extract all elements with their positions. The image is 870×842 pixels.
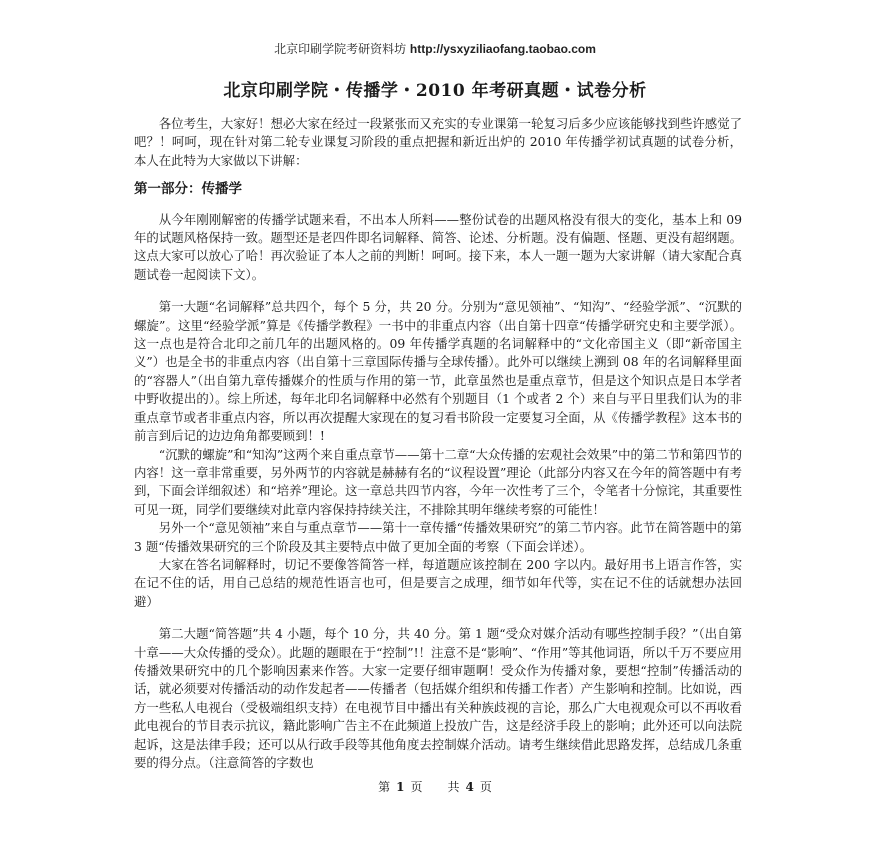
- footer-prefix: 第: [378, 780, 391, 794]
- paragraph-gap: [134, 284, 742, 298]
- footer-total-prefix: 共: [447, 780, 460, 794]
- header-url[interactable]: http://ysxyziliaofang.taobao.com: [409, 42, 596, 56]
- body-paragraph: 第一大题“名词解释”总共四个，每个 5 分，共 20 分。分别为“意见领袖”、“知沟”、“经验学派”、“沉默的螺旋”。这里“经验学派”算是《传播学教程》一书中的非重点内容（出自第十四章“传播学研究史和主要学派）。这一点也是符合北印之前几年的出题风格的。09 年传播学真题的名词解释中的“文化帝国主义（即“新帝国主义”）也是全书的非重点内容（出自第十三章国际传播与全球传播）。此外可以继续上溯到 08 年的名词解释里面的“容器人”（出自第九章传播媒介的性质与作用的第一节，此章虽然也是重点章节，但是这个知识点是日本学者中野收提出的）。综上所述，每年北印名词解释中必然有个别题目（1 个或者 2 个）来自与平日里我们认为的非重点章节或者非重点内容，所以再次提醒大家现在的复习看书阶段一定要复习全面，从《传播学教程》这本书的前言到后记的边边角角都要顾到！!: [134, 299, 742, 444]
- footer-total-unit: 页: [479, 780, 492, 794]
- header-text: 北京印刷学院考研资料坊: [274, 42, 407, 56]
- paragraph-gap: [134, 611, 742, 625]
- body-paragraph: 另外一个“意见领袖”来自与重点章节——第十一章传播“传播效果研究”的第二节内容。此节在简答题中的第 3 题“传播效果研究的三个阶段及其主要特点中做了更加全面的考察（下面会详述）。: [134, 520, 742, 554]
- document-title: 北京印刷学院・传播学・2010 年考研真题・试卷分析: [223, 81, 647, 101]
- intro-paragraph: 各位考生，大家好！想必大家在经过一段紧张而又充实的专业课第一轮复习后多少应该能够找到些许感觉了吧？！呵呵，现在针对第二轮专业课复习阶段的重点把握和新近出炉的 2010 年传播学初试真题的试卷分析，本人在此特为大家做以下讲解：: [134, 116, 742, 168]
- page-number: 1: [396, 780, 405, 794]
- section-heading: 第一部分：传播学: [134, 181, 242, 198]
- body-paragraph: 从今年刚刚解密的传播学试题来看，不出本人所料——整份试卷的出题风格没有很大的变化，基本上和 09 年的试题风格保持一致。题型还是老四件即名词解释、简答、论述、分析题。没有偏题、怪题、更没有超纲题。这点大家可以放心了哈！再次验证了本人之前的判断！呵呵。接下来，本人一题一题为大家讲解（请大家配合真题试卷一起阅读下文）。: [134, 211, 742, 282]
- body-paragraph: “沉默的螺旋”和“知沟”这两个来自重点章节——第十二章“大众传播的宏观社会效果”中的第二节和第四节的内容！这一章非常重要，另外两节的内容就是赫赫有名的“议程设置”理论（此部分内容又在今年的简答题中有考到，下面会详细叙述）和“培养”理论。这一章总共四节内容，今年一次性考了三个，令笔者十分惊诧，其重要性可见一斑，同学们要继续对此章内容保持持续关注，不排除其明年继续考察的可能性！: [134, 446, 742, 517]
- page-footer: [0, 778, 870, 795]
- body-paragraph: 第二大题“简答题”共 4 小题，每个 10 分，共 40 分。第 1 题“受众对媒介活动有哪些控制手段？”（出自第十章——大众传播的受众）。此题的题眼在于“控制”!！注意不是“影响”、“作用”等其他词语，所以千万不要应用传播效果研究中的几个影响因素来作答。大家一定要仔细审题啊！受众作为传播对象，要想“控制”传播活动的话，就必须要对传播活动的动作发起者——传播者（包括媒介组织和传播工作者）产生影响和控制。比如说，西方一些私人电视台（受极端组织支持）在电视节目中播出有关种族歧视的言论，那么广大电视观众可以不再收看此电视台的节目表示抗议，籍此影响广告主不在此频道上投放广告，这是经济手段上的影响；此外还可以向法院起诉，这是法律手段；还可以从行政手段等其他角度去控制媒介活动。请考生继续借此思路发挥，总结成几条重要的得分点。（注意简答的字数也: [134, 626, 742, 770]
- footer-page-unit: 页: [410, 780, 423, 794]
- document-body: [134, 115, 742, 772]
- body-paragraph: 大家在答名词解释时，切记不要像答简答一样，每道题应该控制在 200 字以内。最好用书上语言作答，实在记不住的话，用自己总结的规范性语言也可，但是要言之成理，细节如年代等，实在记不住的话就想办法回避）: [134, 556, 742, 609]
- page-total: 4: [465, 780, 474, 794]
- page-header: [0, 40, 870, 57]
